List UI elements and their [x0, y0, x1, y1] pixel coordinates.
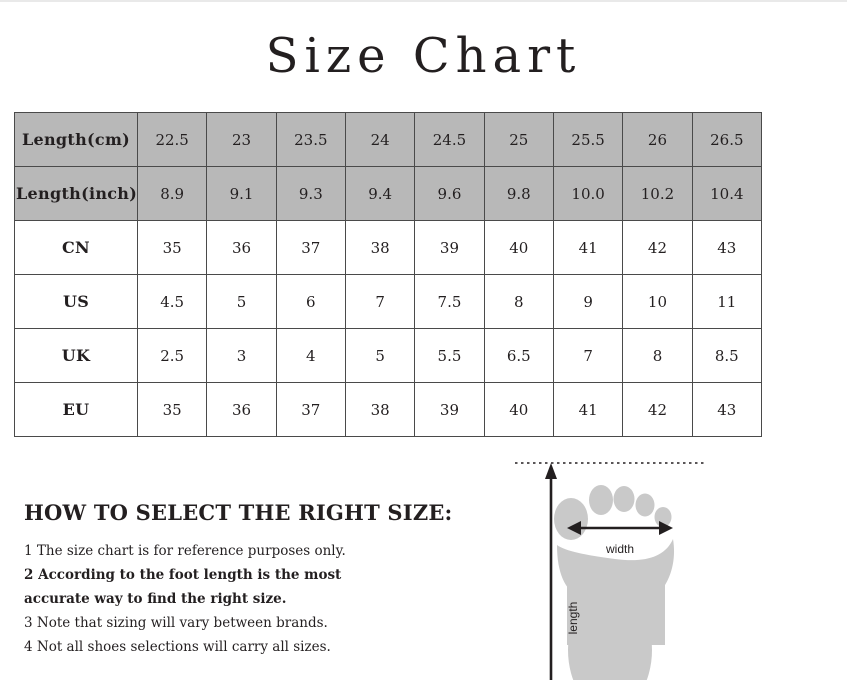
table-cell: 11 — [692, 275, 761, 329]
table-cell: 36 — [207, 221, 276, 275]
table-row — [15, 167, 762, 221]
table-cell: 40 — [484, 221, 553, 275]
table-cell: 10.0 — [553, 167, 622, 221]
table-cell: 42 — [623, 221, 692, 275]
table-cell: 5.5 — [415, 329, 484, 383]
table-cell: 38 — [345, 383, 414, 437]
table-cell: 5 — [207, 275, 276, 329]
how-to-select-title: HOW TO SELECT THE RIGHT SIZE: — [24, 500, 453, 525]
list-item: 3 Note that sizing will vary between brands. — [24, 615, 328, 631]
table-cell: 26 — [623, 113, 692, 167]
table-cell: 40 — [484, 383, 553, 437]
length-label: length — [566, 601, 580, 635]
page-title: Size Chart — [265, 28, 582, 84]
table-cell: 43 — [692, 221, 761, 275]
table-row — [15, 113, 762, 167]
table-cell: 23 — [207, 113, 276, 167]
table-cell: 9 — [553, 275, 622, 329]
table-cell: 2.5 — [138, 329, 207, 383]
table-cell: 9.1 — [207, 167, 276, 221]
row-header: US — [15, 275, 138, 329]
table-cell: 10.2 — [623, 167, 692, 221]
table-cell: 35 — [138, 383, 207, 437]
table-row — [15, 383, 762, 437]
table-cell: 7.5 — [415, 275, 484, 329]
table-cell: 10.4 — [692, 167, 761, 221]
table-cell: 43 — [692, 383, 761, 437]
how-to-select-section — [24, 500, 494, 661]
row-header: UK — [15, 329, 138, 383]
table-cell: 5 — [345, 329, 414, 383]
table-cell: 8.9 — [138, 167, 207, 221]
row-header: Length(cm) — [15, 113, 138, 167]
table-cell: 41 — [553, 221, 622, 275]
row-header: CN — [15, 221, 138, 275]
table-cell: 10 — [623, 275, 692, 329]
list-item: 4 Not all shoes selections will carry all sizes. — [24, 639, 331, 655]
table-cell: 24.5 — [415, 113, 484, 167]
table-cell: 7 — [345, 275, 414, 329]
table-cell: 41 — [553, 383, 622, 437]
table-cell: 39 — [415, 383, 484, 437]
table-cell: 9.8 — [484, 167, 553, 221]
table-cell: 37 — [276, 221, 345, 275]
width-label: width — [605, 542, 635, 556]
list-item: accurate way to find the right size. — [24, 591, 287, 607]
table-cell: 7 — [553, 329, 622, 383]
table-cell: 22.5 — [138, 113, 207, 167]
how-to-select-list — [24, 541, 494, 658]
foot-silhouette — [554, 485, 674, 680]
table-cell: 8 — [484, 275, 553, 329]
row-header: EU — [15, 383, 138, 437]
table-cell: 23.5 — [276, 113, 345, 167]
table-cell: 8 — [623, 329, 692, 383]
table-cell: 4 — [276, 329, 345, 383]
row-header: Length(inch) — [15, 167, 138, 221]
table-cell: 9.6 — [415, 167, 484, 221]
top-divider — [0, 0, 847, 5]
list-item: 1 The size chart is for reference purposes only. — [24, 543, 346, 559]
length-arrow — [545, 463, 557, 680]
table-cell: 8.5 — [692, 329, 761, 383]
table-cell: 3 — [207, 329, 276, 383]
table-cell: 6 — [276, 275, 345, 329]
table-cell: 25.5 — [553, 113, 622, 167]
table-row — [15, 329, 762, 383]
table-cell: 6.5 — [484, 329, 553, 383]
table-cell: 38 — [345, 221, 414, 275]
table-cell: 26.5 — [692, 113, 761, 167]
table-cell: 35 — [138, 221, 207, 275]
size-chart-table — [14, 112, 762, 437]
table-cell: 25 — [484, 113, 553, 167]
table-row — [15, 221, 762, 275]
table-cell: 9.3 — [276, 167, 345, 221]
size-chart-table-wrapper — [14, 112, 762, 437]
table-cell: 24 — [345, 113, 414, 167]
table-cell: 4.5 — [138, 275, 207, 329]
table-cell: 42 — [623, 383, 692, 437]
table-cell: 37 — [276, 383, 345, 437]
table-cell: 36 — [207, 383, 276, 437]
table-row — [15, 275, 762, 329]
table-cell: 9.4 — [345, 167, 414, 221]
list-item: 2 According to the foot length is the most — [24, 567, 342, 583]
table-cell: 39 — [415, 221, 484, 275]
foot-measurement-diagram — [505, 455, 720, 680]
size-chart-body — [15, 113, 762, 437]
